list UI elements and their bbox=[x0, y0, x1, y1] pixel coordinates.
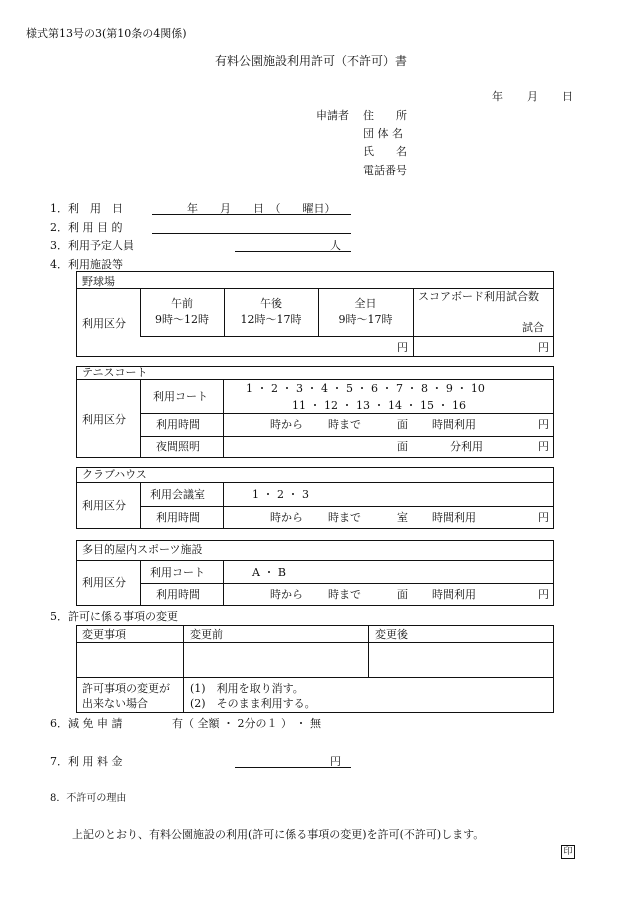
closing-statement: 上記のとおり、有料公園施設の利用(許可に係る事項の変更)を許可(不許可)します。 bbox=[72, 828, 485, 841]
clubhouse-table bbox=[76, 467, 554, 529]
item-reduction: 6．減 免 申 請 bbox=[50, 717, 123, 730]
baseball-fee-yen: 円 bbox=[397, 341, 408, 354]
clubhouse-room-nums[interactable]: 1 ・ 2 ・ 3 bbox=[252, 488, 309, 501]
clubhouse-room-unit: 室 bbox=[397, 511, 408, 524]
applicant-phone-label: 電話番号 bbox=[363, 164, 407, 177]
tennis-hours: 時間利用 bbox=[432, 418, 476, 431]
multipurpose-yen: 円 bbox=[538, 588, 549, 601]
multipurpose-court-label: 利用コート bbox=[150, 566, 205, 579]
changes-header-item: 変更事項 bbox=[82, 628, 126, 641]
baseball-am: 午前 bbox=[171, 297, 193, 310]
applicant-address-label: 住 所 bbox=[363, 109, 407, 122]
item-refusal-reason: 8．不許可の理由 bbox=[50, 793, 127, 804]
tennis-usage-label: 利用区分 bbox=[82, 413, 126, 426]
multipurpose-to: 時まで bbox=[328, 588, 361, 601]
tennis-name: テニスコート bbox=[82, 366, 148, 379]
tennis-night-unit: 面 bbox=[397, 440, 408, 453]
scoreboard-games: 試合 bbox=[522, 321, 544, 334]
tennis-night-yen: 円 bbox=[538, 440, 549, 453]
tennis-from: 時から bbox=[270, 418, 303, 431]
multipurpose-court-nums[interactable]: A ・ B bbox=[252, 566, 287, 579]
changes-header-before: 変更前 bbox=[190, 628, 223, 641]
changes-option-keep[interactable]: (2) そのまま利用する。 bbox=[190, 697, 316, 710]
applicant-group-label: 団 体 名 bbox=[363, 127, 403, 140]
tennis-courts-unit: 面 bbox=[397, 418, 408, 431]
item-purpose: 2．利 用 目 的 bbox=[50, 221, 123, 234]
multipurpose-usage-label: 利用区分 bbox=[82, 576, 126, 589]
changes-option-cancel[interactable]: (1) 利用を取り消す。 bbox=[190, 682, 304, 695]
tennis-to: 時まで bbox=[328, 418, 361, 431]
multipurpose-from: 時から bbox=[270, 588, 303, 601]
baseball-am-time: 9時～12時 bbox=[155, 313, 209, 326]
tennis-night-min: 分利用 bbox=[450, 440, 483, 453]
changes-header-after: 変更後 bbox=[375, 628, 408, 641]
item-changes: 5．許可に係る事項の変更 bbox=[50, 610, 178, 623]
item-usage-date: 1．利 用 日 bbox=[50, 202, 123, 215]
purpose-line[interactable] bbox=[152, 233, 351, 234]
clubhouse-name: クラブハウス bbox=[82, 468, 147, 481]
baseball-all: 全日 bbox=[354, 297, 377, 310]
clubhouse-usage-label: 利用区分 bbox=[82, 499, 126, 512]
baseball-all-time: 9時～17時 bbox=[338, 313, 393, 326]
seal-stamp: 印 bbox=[561, 845, 575, 859]
multipurpose-courts-unit: 面 bbox=[397, 588, 408, 601]
item-facilities: 4．利用施設等 bbox=[50, 258, 123, 271]
clubhouse-room-label: 利用会議室 bbox=[150, 488, 205, 501]
multipurpose-name: 多目的屋内スポーツ施設 bbox=[82, 543, 203, 556]
date-day: 日 bbox=[562, 90, 573, 103]
clubhouse-time-label: 利用時間 bbox=[156, 511, 200, 524]
applicant-label: 申請者 bbox=[316, 109, 349, 122]
tennis-time-yen: 円 bbox=[538, 418, 549, 431]
baseball-name: 野球場 bbox=[82, 275, 115, 288]
page-title: 有料公園施設利用許可（不許可）書 bbox=[215, 54, 408, 68]
changes-cannot-1: 許可事項の変更が bbox=[82, 682, 170, 695]
changes-cannot-2: 出来ない場合 bbox=[82, 697, 148, 710]
baseball-pm: 午後 bbox=[260, 297, 282, 310]
usage-date-value[interactable]: 年 月 日 （ 曜日） bbox=[187, 202, 336, 215]
fee-unit: 円 bbox=[330, 755, 341, 768]
item-people: 3．利用予定人員 bbox=[50, 239, 134, 252]
item-fee: 7．利 用 料 金 bbox=[50, 755, 123, 768]
multipurpose-time-label: 利用時間 bbox=[156, 588, 200, 601]
multipurpose-hours: 時間利用 bbox=[432, 588, 476, 601]
reduction-options[interactable]: 有（ 全額 ・ 2分の１ ） ・ 無 bbox=[172, 717, 321, 730]
tennis-night-label: 夜間照明 bbox=[156, 440, 200, 453]
scoreboard-label: スコアボード利用試合数 bbox=[418, 290, 539, 303]
usage-date-line bbox=[152, 214, 351, 215]
tennis-time-label: 利用時間 bbox=[156, 418, 200, 431]
baseball-pm-time: 12時～17時 bbox=[240, 313, 302, 326]
clubhouse-yen: 円 bbox=[538, 511, 549, 524]
tennis-court-nums-2[interactable]: 11 ・ 12 ・ 13 ・ 14 ・ 15 ・ 16 bbox=[292, 399, 466, 412]
clubhouse-hours: 時間利用 bbox=[432, 511, 476, 524]
tennis-court-label: 利用コート bbox=[153, 390, 208, 403]
tennis-court-nums-1[interactable]: 1 ・ 2 ・ 3 ・ 4 ・ 5 ・ 6 ・ 7 ・ 8 ・ 9 ・ 10 bbox=[246, 382, 485, 395]
baseball-usage-label: 利用区分 bbox=[82, 317, 126, 330]
applicant-name-label: 氏 名 bbox=[363, 145, 407, 158]
clubhouse-to: 時まで bbox=[328, 511, 361, 524]
date-year: 年 bbox=[492, 90, 503, 103]
scoreboard-fee-yen: 円 bbox=[538, 341, 549, 354]
form-number: 様式第13号の3(第10条の4関係) bbox=[26, 27, 187, 40]
clubhouse-from: 時から bbox=[270, 511, 303, 524]
date-month: 月 bbox=[527, 90, 538, 103]
people-unit: 人 bbox=[330, 239, 341, 252]
